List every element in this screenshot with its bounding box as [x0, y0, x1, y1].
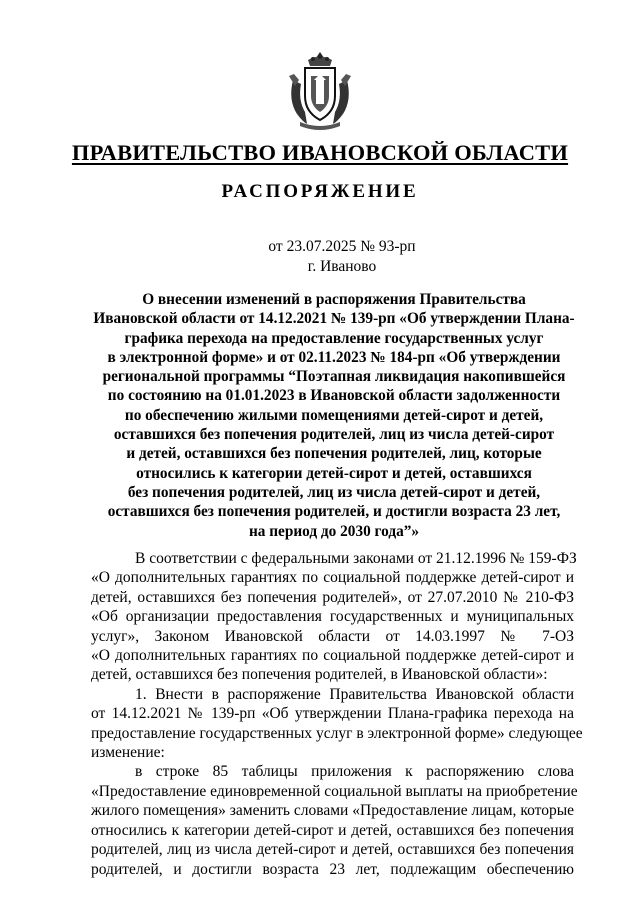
date-number: от 23.07.2025 № 93-рп [268, 238, 416, 255]
body-line: предоставление государственных услуг в электронной форме» следующее [91, 724, 583, 742]
date-block [0, 237, 640, 277]
body-line: родителей, лиц из числа детей-сирот и детей, оставшихся без попечения [91, 841, 574, 859]
city: г. Иваново [307, 258, 377, 275]
subject-line: по обеспечению жилыми помещениями детей-сирот и детей, [124, 406, 544, 424]
subject-line: относились к категории детей-сирот и детей, оставшихся [136, 464, 532, 482]
body-line: «Об организации предоставления государственных и муниципальных [91, 608, 574, 626]
body-line: услуг», Законом Ивановской области от 14.03.1997 № 7-ОЗ [91, 627, 574, 645]
body-line: от 14.12.2021 № 139-рп «Об утверждении Плана-графика перехода на [91, 705, 574, 723]
body-line: «О дополнительных гарантиях по социальной поддержке детей-сирот и [91, 647, 574, 665]
document-body [91, 549, 583, 879]
subject-line: по состоянию на 01.01.2023 в Ивановской области задолженности [107, 387, 561, 405]
document-type: РАСПОРЯЖЕНИЕ [221, 181, 419, 202]
organization-title: ПРАВИТЕЛЬСТВО ИВАНОВСКОЙ ОБЛАСТИ [71, 140, 569, 165]
subject-line: О внесении изменений в распоряжения Правительства [142, 291, 526, 308]
document-subject [84, 290, 584, 541]
coat-of-arms-icon [285, 50, 355, 130]
body-line: родителей, и достигли возраста 23 лет, подлежащим обеспечению [91, 860, 574, 878]
body-line: жилого помещения» заменить словами «Предоставление лицам, которые [91, 802, 574, 820]
subject-line: региональной программы “Поэтапная ликвидация накопившейся [102, 368, 566, 386]
body-line: В соответствии с федеральными законами от 21.12.1996 № 159-ФЗ [135, 550, 577, 567]
body-line: «Предоставление единовременной социальной выплаты на приобретение [91, 782, 578, 800]
subject-line: и детей, оставшихся без попечения родителей, лиц, которые [126, 445, 542, 463]
subject-line: в электронной форме» и от 02.11.2023 № 184-рп «Об утверждении [107, 348, 561, 366]
body-line: «О дополнительных гарантиях по социальной поддержке детей-сирот и [91, 569, 574, 587]
subject-line: оставшихся без попечения родителей, и достигли возраста 23 лет, [107, 503, 561, 521]
body-line: в строке 85 таблицы приложения к распоряжению слова [135, 763, 574, 781]
subject-line: оставшихся без попечения родителей, лиц из числа детей-сирот [113, 426, 555, 444]
subject-line: Ивановской области от 14.12.2021 № 139-рп «Об утверждении Плана- [93, 310, 575, 328]
body-line: 1. Внести в распоряжение Правительства Ивановской области [135, 685, 574, 703]
body-line: изменение: [91, 744, 165, 762]
body-line: детей, оставшихся без попечения родителей, в Ивановской области»: [91, 666, 548, 684]
subject-line: на период до 2030 года”» [248, 522, 420, 540]
body-line: детей, оставшихся без попечения родителей», от 27.07.2010 № 210-ФЗ [91, 588, 574, 606]
subject-line: графика перехода на предоставление государственных услуг [124, 329, 544, 347]
subject-line: без попечения родителей, лиц из числа детей-сирот и детей, [127, 483, 541, 501]
body-line: относились к категории детей-сирот и детей, оставшихся без попечения [91, 821, 574, 839]
